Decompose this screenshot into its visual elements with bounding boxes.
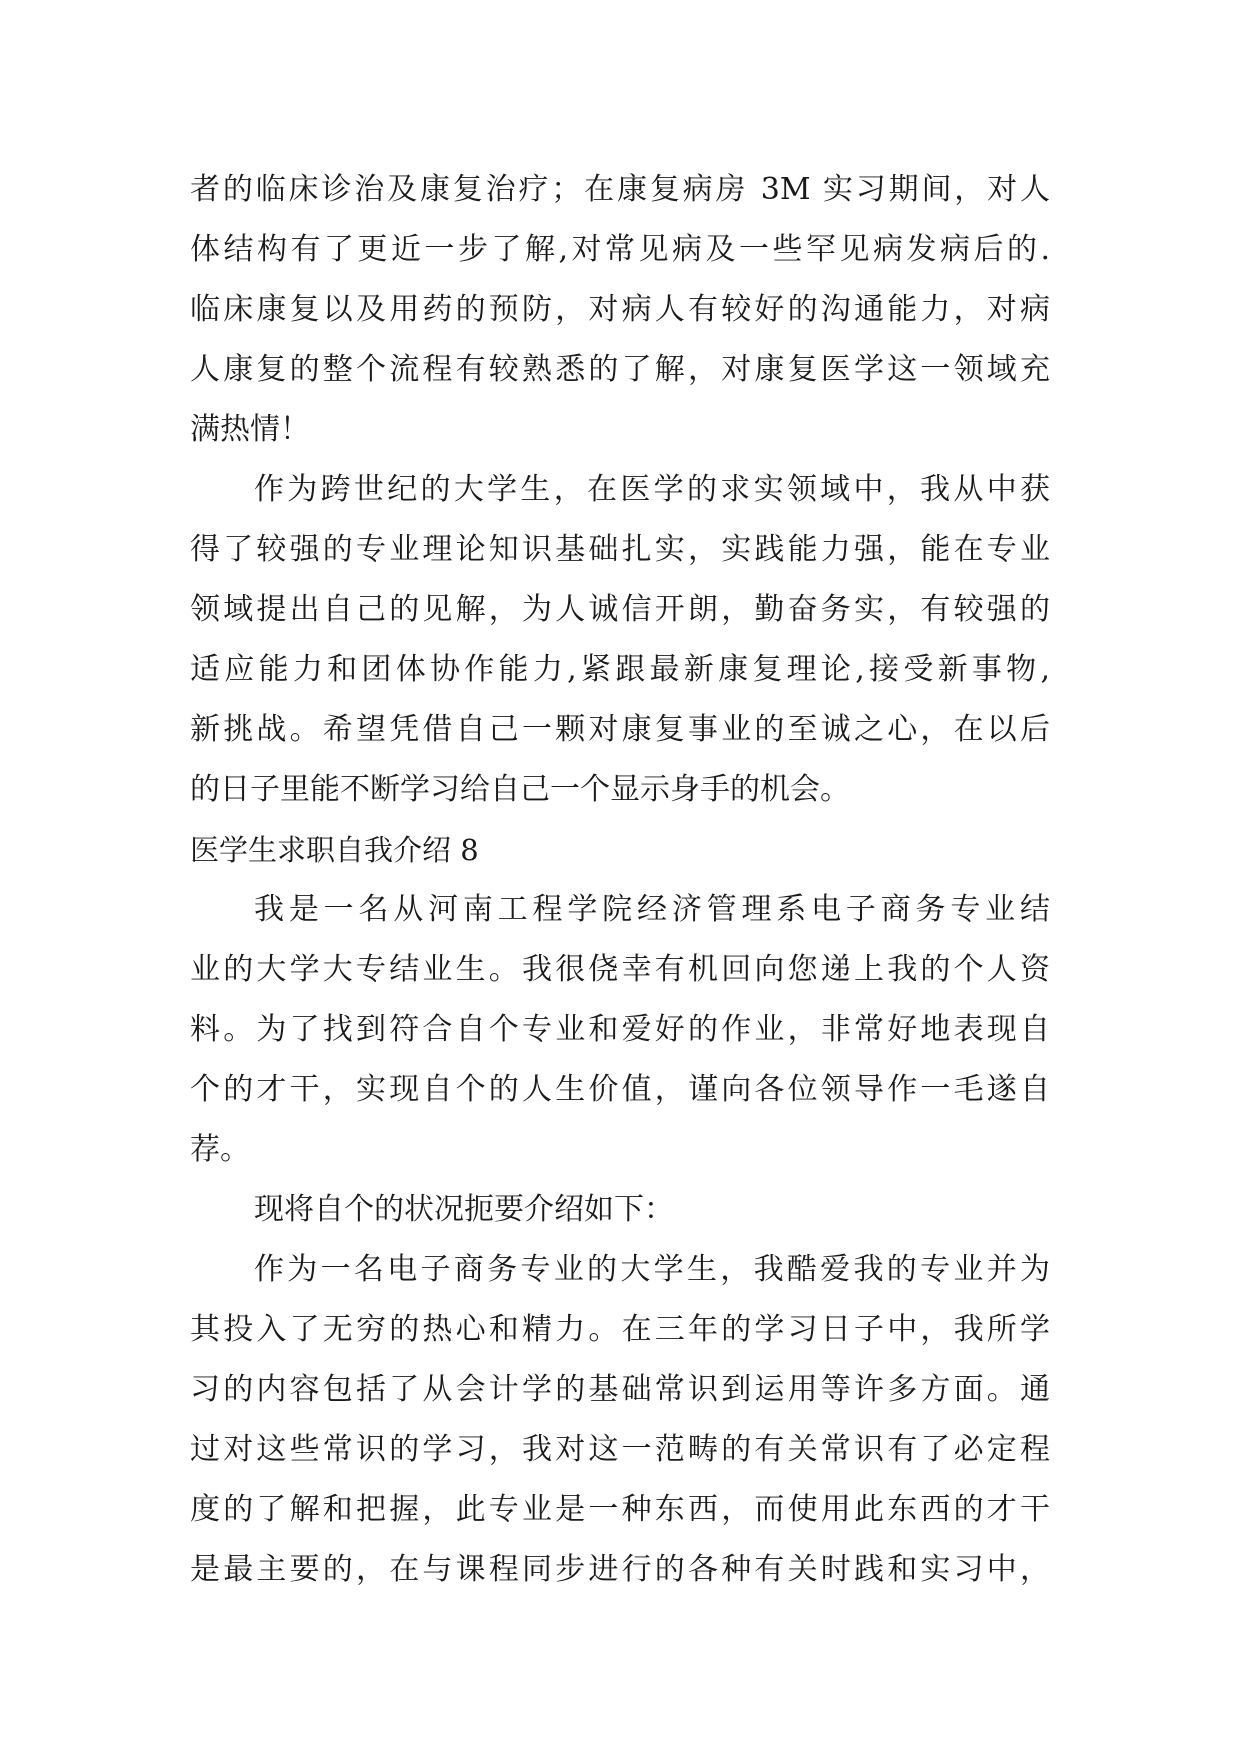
text-line: 的日子里能不断学习给自己一个显示身手的机会。 (190, 772, 850, 807)
text-line: 习的内容包括了从会计学的基础常识到运用等许多方面。通 (190, 1372, 1050, 1407)
text-line: 其投入了无穷的热心和精力。在三年的学习日子中，我所学 (190, 1312, 1050, 1347)
text-line: 料。为了找到符合自个专业和爱好的作业，非常好地表现自 (190, 1012, 1050, 1047)
text-line: 临床康复以及用药的预防，对病人有较好的沟通能力，对病 (190, 292, 1050, 327)
text-line: 者的临床诊治及康复治疗；在康复病房 3M 实习期间，对人 (190, 172, 1050, 207)
text-line: 是最主要的，在与课程同步进行的各种有关时践和实习中， (190, 1552, 1050, 1587)
text-line: 满热情！ (190, 412, 310, 447)
text-line: 度的了解和把握，此专业是一种东西，而使用此东西的才干 (190, 1492, 1050, 1527)
section-heading: 医学生求职自我介绍 8 (190, 833, 479, 867)
text-line: 新挑战。希望凭借自己一颗对康复事业的至诚之心，在以后 (190, 712, 1050, 747)
document-body (190, 160, 1050, 1600)
text-line: 得了较强的专业理论知识基础扎实，实践能力强，能在专业 (190, 532, 1050, 567)
text-line: 个的才干，实现自个的人生价值，谨向各位领导作一毛遂自 (190, 1072, 1050, 1107)
text-line: 作为一名电子商务专业的大学生，我酷爱我的专业并为 (254, 1252, 1050, 1287)
text-line: 现将自个的状况扼要介绍如下： (254, 1192, 674, 1227)
text-line: 我是一名从河南工程学院经济管理系电子商务专业结 (254, 892, 1050, 927)
text-line: 荐。 (190, 1132, 250, 1167)
text-line: 领域提出自己的见解，为人诚信开朗，勤奋务实，有较强的 (190, 592, 1050, 627)
text-line: 体结构有了更近一步了解,对常见病及一些罕见病发病后的. (190, 232, 1050, 267)
text-line: 过对这些常识的学习，我对这一范畴的有关常识有了必定程 (190, 1432, 1050, 1467)
text-line: 业的大学大专结业生。我很侥幸有机回向您递上我的个人资 (190, 952, 1050, 987)
text-line: 适应能力和团体协作能力,紧跟最新康复理论,接受新事物, (190, 652, 1050, 687)
text-line: 人康复的整个流程有较熟悉的了解，对康复医学这一领域充 (190, 352, 1050, 387)
text-line: 作为跨世纪的大学生，在医学的求实领域中，我从中获 (254, 472, 1050, 507)
